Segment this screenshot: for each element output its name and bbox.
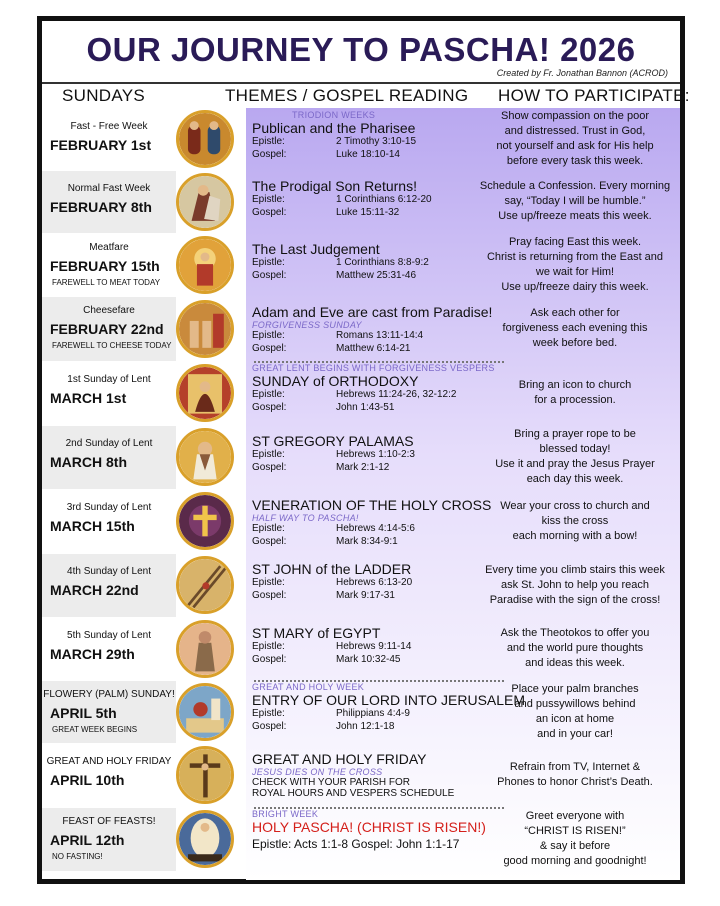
sunday-label: Fast - Free Week	[70, 121, 148, 132]
participation-line: Use up/freeze dairy this week.	[501, 281, 649, 293]
reading-label: Epistle:	[252, 577, 285, 588]
participation-text	[470, 499, 680, 544]
reading-label: Epistle:	[252, 641, 285, 652]
date-cell	[42, 108, 176, 170]
sunday-theme: Publican and the Pharisee	[252, 120, 416, 136]
sundays-header: SUNDAYS	[62, 86, 146, 105]
date-cell	[42, 425, 176, 489]
mary-of-egypt-icon	[176, 620, 234, 678]
themes-header: THEMES / GOSPEL READING	[225, 86, 469, 105]
participation-line: Paradise with the sign of the cross!	[489, 594, 661, 606]
participation-line: forgiveness each evening this	[502, 322, 648, 334]
last-judgement-icon	[176, 236, 234, 294]
schedule-row	[42, 617, 680, 680]
participation-line: Greet everyone with	[525, 810, 625, 822]
theotokos-icon	[176, 364, 234, 422]
date-cell	[42, 680, 176, 743]
participation-line: an icon at home	[535, 713, 615, 725]
reading-label: Gospel:	[252, 654, 287, 665]
reading-reference: Luke 18:10-14	[336, 149, 400, 160]
participation-text	[470, 626, 680, 671]
participation-text	[470, 563, 680, 608]
reading-label: Epistle:	[252, 136, 285, 147]
theme-subtitle: FORGIVENESS SUNDAY	[252, 320, 362, 330]
reading-reference: Philippians 4:4-9	[336, 708, 410, 719]
participation-text	[470, 809, 680, 869]
reading-reference: Mark 8:34-9:1	[336, 536, 398, 547]
sunday-theme: Adam and Eve are cast from Paradise!	[252, 304, 493, 320]
participation-line: Use it and pray the Jesus Prayer	[495, 458, 655, 470]
reading-reference: Mark 9:17-31	[336, 590, 395, 601]
participation-line: and pussywillows behind	[514, 698, 636, 710]
reading-reference: Hebrews 11:24-26, 32-12:2	[336, 389, 457, 400]
participation-line: and distressed. Trust in God,	[504, 125, 646, 137]
participation-line: week before bed.	[532, 337, 618, 349]
date-cell	[42, 743, 176, 807]
sunday-theme: ST MARY of EGYPT	[252, 625, 381, 641]
schedule-row	[42, 553, 680, 617]
gregory-palamas-icon	[176, 428, 234, 486]
reading-reference: Hebrews 6:13-20	[336, 577, 413, 588]
reading-reference: Hebrews 9:11-14	[336, 641, 412, 652]
participation-line: Schedule a Confession. Every morning	[479, 180, 671, 192]
reading-reference: Mark 2:1-12	[336, 462, 390, 473]
participation-line: we wait for Him!	[535, 266, 615, 278]
participation-text	[470, 109, 680, 169]
reading-reference: Matthew 25:31-46	[336, 270, 417, 281]
participation-line: & say it before	[539, 840, 611, 852]
date-cell	[42, 296, 176, 361]
reading-reference: Matthew 6:14-21	[336, 343, 411, 354]
reading-label: Gospel:	[252, 536, 287, 547]
reading-label: Gospel:	[252, 721, 287, 732]
participation-line: “CHRIST IS RISEN!”	[524, 825, 626, 837]
participation-line: ask St. John to help you reach	[501, 579, 649, 591]
sunday-label: 2nd Sunday of Lent	[65, 438, 153, 449]
participation-text	[470, 760, 680, 790]
reading-label: Gospel:	[252, 462, 287, 473]
reading-label: Gospel:	[252, 402, 287, 413]
sunday-date: MARCH 1st	[50, 390, 127, 406]
ladder-of-ascent-icon	[176, 556, 234, 614]
participation-text	[470, 427, 680, 487]
reading-label: Gospel:	[252, 590, 287, 601]
participation-line: before every task this week.	[506, 155, 644, 167]
schedule-row	[42, 108, 680, 170]
sunday-date: MARCH 29th	[50, 646, 135, 662]
reading-reference: Hebrews 4:14-5:6	[336, 523, 415, 534]
sunday-theme: The Last Judgement	[252, 241, 380, 257]
schedule-row	[42, 233, 680, 296]
reading-label: Gospel:	[252, 343, 287, 354]
reading-reference: John 12:1-18	[336, 721, 395, 732]
participation-line: for a procession.	[534, 394, 616, 406]
date-cell	[42, 807, 176, 871]
sunday-label: Meatfare	[89, 242, 129, 253]
section-kicker: GREAT LENT BEGINS WITH FORGIVENESS VESPERS	[252, 363, 495, 373]
sunday-theme: HOLY PASCHA! (CHRIST IS RISEN!)	[252, 819, 486, 835]
sunday-date: FEBRUARY 15th	[50, 258, 160, 274]
participation-line: Refrain from TV, Internet &	[509, 761, 641, 773]
reading-label: Gospel:	[252, 270, 287, 281]
sunday-label: FEAST OF FEASTS!	[62, 816, 156, 827]
participation-line: Bring a prayer rope to be	[514, 428, 636, 440]
reading-reference: 2 Timothy 3:10-15	[336, 136, 417, 147]
participation-text	[470, 179, 680, 224]
date-cell	[42, 617, 176, 680]
sunday-date: FEBRUARY 22nd	[50, 321, 164, 337]
sunday-theme: The Prodigal Son Returns!	[252, 178, 417, 194]
schedule-row	[42, 361, 680, 425]
poster-frame	[37, 16, 690, 884]
participation-line: Show compassion on the poor	[501, 110, 649, 122]
participation-line: and the world pure thoughts	[506, 642, 644, 654]
date-cell	[42, 361, 176, 425]
theme-subtitle: JESUS DIES ON THE CROSS	[252, 767, 383, 777]
reading-label: Epistle:	[252, 449, 285, 460]
schedule-row	[42, 743, 680, 807]
reading-label: Epistle:	[252, 389, 285, 400]
date-cell	[42, 233, 176, 296]
participation-text	[470, 306, 680, 351]
resurrection-icon	[176, 810, 234, 868]
reading-reference: Luke 15:11-32	[336, 207, 400, 218]
participation-line: not yourself and ask for His help	[496, 140, 654, 152]
sunday-label: 3rd Sunday of Lent	[66, 502, 152, 513]
reading-reference: Hebrews 1:10-2:3	[336, 449, 415, 460]
sunday-label: 1st Sunday of Lent	[67, 374, 151, 385]
entry-into-jerusalem-icon	[176, 683, 234, 741]
participation-line: say, “Today I will be humble.”	[504, 195, 646, 207]
participation-line: Ask each other for	[530, 307, 620, 319]
participation-line: good morning and goodnight!	[503, 855, 647, 867]
reading-reference: 1 Corinthians 6:12-20	[336, 194, 432, 205]
sunday-date: MARCH 15th	[50, 518, 135, 534]
sunday-date: APRIL 12th	[50, 832, 125, 848]
participation-line: each morning with a bow!	[512, 530, 638, 542]
sunday-note: FAREWELL TO MEAT TODAY	[52, 278, 161, 287]
schedule-row	[42, 296, 680, 361]
section-kicker: TRIODION WEEKS	[292, 110, 376, 120]
participation-line: each day this week.	[526, 473, 624, 485]
sunday-theme: ST GREGORY PALAMAS	[252, 433, 414, 449]
sunday-note: FAREWELL TO CHEESE TODAY	[52, 341, 172, 350]
sunday-label: Cheesefare	[83, 305, 135, 316]
parish-note: CHECK WITH YOUR PARISH FOR	[252, 777, 410, 788]
schedule-row	[42, 680, 680, 743]
pascha-readings: Epistle: Acts 1:1-8 Gospel: John 1:1-17	[252, 837, 460, 851]
section-kicker: BRIGHT WEEK	[252, 809, 319, 819]
how-header: HOW TO PARTICIPATE:	[498, 86, 690, 105]
reading-reference: Mark 10:32-45	[336, 654, 401, 665]
schedule-row	[42, 170, 680, 233]
page-title: OUR JOURNEY TO PASCHA! 2026	[86, 31, 636, 68]
reading-label: Epistle:	[252, 523, 285, 534]
section-kicker: GREAT AND HOLY WEEK	[252, 682, 365, 692]
holy-cross-icon	[176, 492, 234, 550]
sunday-theme: SUNDAY of ORTHODOXY	[252, 373, 419, 389]
header-divider	[42, 82, 680, 84]
date-cell	[42, 489, 176, 553]
participation-text	[470, 378, 680, 408]
crucifixion-icon	[176, 746, 234, 804]
parish-note: ROYAL HOURS AND VESPERS SCHEDULE	[252, 788, 455, 799]
participation-line: kiss the cross	[541, 515, 609, 527]
schedule-row	[42, 425, 680, 489]
sunday-theme: ST JOHN of the LADDER	[252, 561, 412, 577]
sunday-date: FEBRUARY 8th	[50, 199, 152, 215]
participation-line: Every time you climb stairs this week	[485, 564, 665, 576]
participation-text	[470, 235, 680, 295]
sunday-label: Normal Fast Week	[67, 183, 151, 194]
participation-line: Ask the Theotokos to offer you	[500, 627, 650, 639]
participation-line: Wear your cross to church and	[500, 500, 650, 512]
participation-text	[470, 682, 680, 742]
participation-line: and ideas this week.	[525, 657, 625, 669]
prodigal-son-icon	[176, 173, 234, 231]
reading-label: Gospel:	[252, 149, 287, 160]
sunday-theme: VENERATION OF THE HOLY CROSS	[252, 497, 492, 513]
reading-label: Epistle:	[252, 257, 285, 268]
reading-reference: 1 Corinthians 8:8-9:2	[336, 257, 429, 268]
date-cell	[42, 553, 176, 617]
participation-line: Bring an icon to church	[518, 379, 632, 391]
sunday-date: APRIL 5th	[50, 705, 117, 721]
participation-line: Pray facing East this week.	[508, 236, 642, 248]
sunday-label: FLOWERY (PALM) SUNDAY!	[43, 689, 175, 700]
theme-subtitle: HALF WAY TO PASCHA!	[252, 513, 359, 523]
reading-reference: John 1:43-51	[336, 402, 395, 413]
schedule-row	[42, 807, 680, 871]
sunday-label: GREAT AND HOLY FRIDAY	[46, 756, 172, 767]
reading-label: Epistle:	[252, 330, 285, 341]
sunday-date: APRIL 10th	[50, 772, 125, 788]
participation-line: Christ is returning from the East and	[486, 251, 664, 263]
participation-line: blessed today!	[539, 443, 611, 455]
credit-line: Created by Fr. Jonathan Bannon (ACROD)	[496, 68, 668, 78]
reading-label: Epistle:	[252, 194, 285, 205]
reading-label: Gospel:	[252, 207, 287, 218]
sunday-date: FEBRUARY 1st	[50, 137, 152, 153]
sunday-theme: GREAT AND HOLY FRIDAY	[252, 751, 427, 767]
publican-pharisee-icon	[176, 110, 234, 168]
reading-reference: Romans 13:11-14:4	[336, 330, 424, 341]
sunday-theme: ENTRY OF OUR LORD INTO JERUSALEM	[252, 692, 526, 708]
participation-line: Phones to honor Christ’s Death.	[497, 776, 653, 788]
sunday-label: 4th Sunday of Lent	[67, 566, 151, 577]
participation-line: and in your car!	[537, 728, 613, 740]
expulsion-from-paradise-icon	[176, 300, 234, 358]
sunday-note: NO FASTING!	[52, 852, 103, 861]
participation-line: Place your palm branches	[511, 683, 639, 695]
schedule-row	[42, 489, 680, 553]
sunday-date: MARCH 22nd	[50, 582, 139, 598]
sunday-date: MARCH 8th	[50, 454, 127, 470]
date-cell	[42, 170, 176, 233]
reading-label: Epistle:	[252, 708, 285, 719]
participation-line: Use up/freeze meats this week.	[498, 210, 652, 222]
sunday-label: 5th Sunday of Lent	[67, 630, 151, 641]
sunday-note: GREAT WEEK BEGINS	[52, 725, 138, 734]
